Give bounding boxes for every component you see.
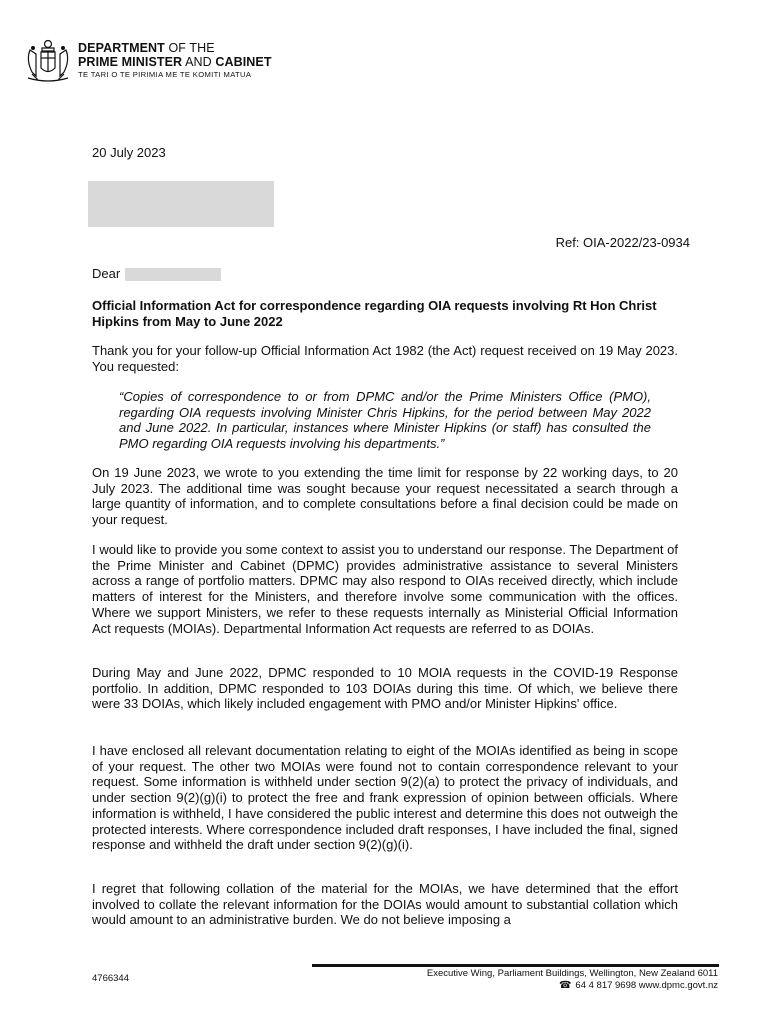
maori-name: TE TARI O TE PIRIMIA ME TE KOMITI MATUA [78,70,252,79]
department-name [78,41,272,79]
dept-rest: OF THE [164,41,215,55]
letterhead [22,38,322,88]
letter-date: 20 July 2023 [92,145,166,160]
footer-divider [312,964,719,967]
reference-number: Ref: OIA-2022/23-0934 [555,235,690,250]
paragraph-counts: During May and June 2022, DPMC responded to 10 MOIA requests in the COVID-19 Response portfolio. In addition, DPMC responded to 103 DOIAs during this time. Of which, we believe there were 33 DOIAs, which likely included engagement with PMO and/or Minister Hipkins' office. [92,665,678,712]
pm-bold: PRIME MINISTER [78,55,183,69]
pm-and: AND [182,55,216,69]
dept-bold: DEPARTMENT [78,41,165,55]
paragraph-request-received: Thank you for your follow-up Official Information Act 1982 (the Act) request received on 19 May 2023. You requested: [92,343,678,374]
phone-icon: ☎ [558,980,572,991]
salutation: Dear [92,266,121,281]
footer-address: Executive Wing, Parliament Buildings, Wellington, New Zealand 6011 [426,968,718,979]
paragraph-enclosed-documents: I have enclosed all relevant documentation relating to eight of the MOIAs identified as being in scope of your request. The other two MOIAs were found not to contain correspondence relevant to your request. Some information is withheld under section 9(2)(a) to protect the privacy of individuals, and under section 9(2)(g)(i) to protect the free and frank expression of opinion between officials. Where information is withheld, I have considered the public interest and determine this does not outweigh the protected interests. Where correspondence included draft responses, I have included the final, signed response and withheld the draft under section 9(2)(g)(i). [92,743,678,853]
letter-subject: Official Information Act for correspondence regarding OIA requests involving Rt Hon Christ Hipkins from May to June 2022 [92,298,657,329]
paragraph-collation: I regret that following collation of the material for the MOIAs, we have determined that the effort involved to collate the relevant information for the DOIAs would amount to substantial collation which would amount to an administrative burden. We do not believe imposing a [92,881,678,928]
paragraph-time-extension: On 19 June 2023, we wrote to you extending the time limit for response by 22 working days, to 20 July 2023. The additional time was sought because your request necessitated a search through a large quantity of information, and to complete consultations before a final decision could be made on your request. [92,465,678,528]
footer-contact-line [427,980,718,992]
nz-coat-of-arms-icon [22,38,74,84]
cabinet-bold: CABINET [215,55,272,69]
request-quote: “Copies of correspondence to or from DPMC and/or the Prime Ministers Office (PMO), regarding OIA requests involving Minister Chris Hipkins, for the period between May 2022 and June 2022. In particular, instances where Minister Hipkins (or staff) has consulted the PMO regarding OIA requests involving his departments.” [119,389,651,452]
paragraph-context: I would like to provide you some context to assist you to understand our response. The Department of the Prime Minister and Cabinet (DPMC) provides administrative assistance to several Ministers across a range of portfolio matters. DPMC may also respond to OIAs received directly, which include matters of interest for the Ministers, and therefore involve some communication with the offices. Where we support Ministers, we refer to these requests internally as Ministerial Official Information Act requests (MOIAs). Departmental Information Act requests are referred to as DOIAs. [92,542,678,636]
footer-phone-web: 64 4 817 9698 www.dpmc.govt.nz [575,980,718,991]
redacted-recipient-name [125,268,221,281]
redacted-address-block [88,181,274,227]
footer-contact [427,968,718,992]
document-number: 4766344 [92,973,129,984]
